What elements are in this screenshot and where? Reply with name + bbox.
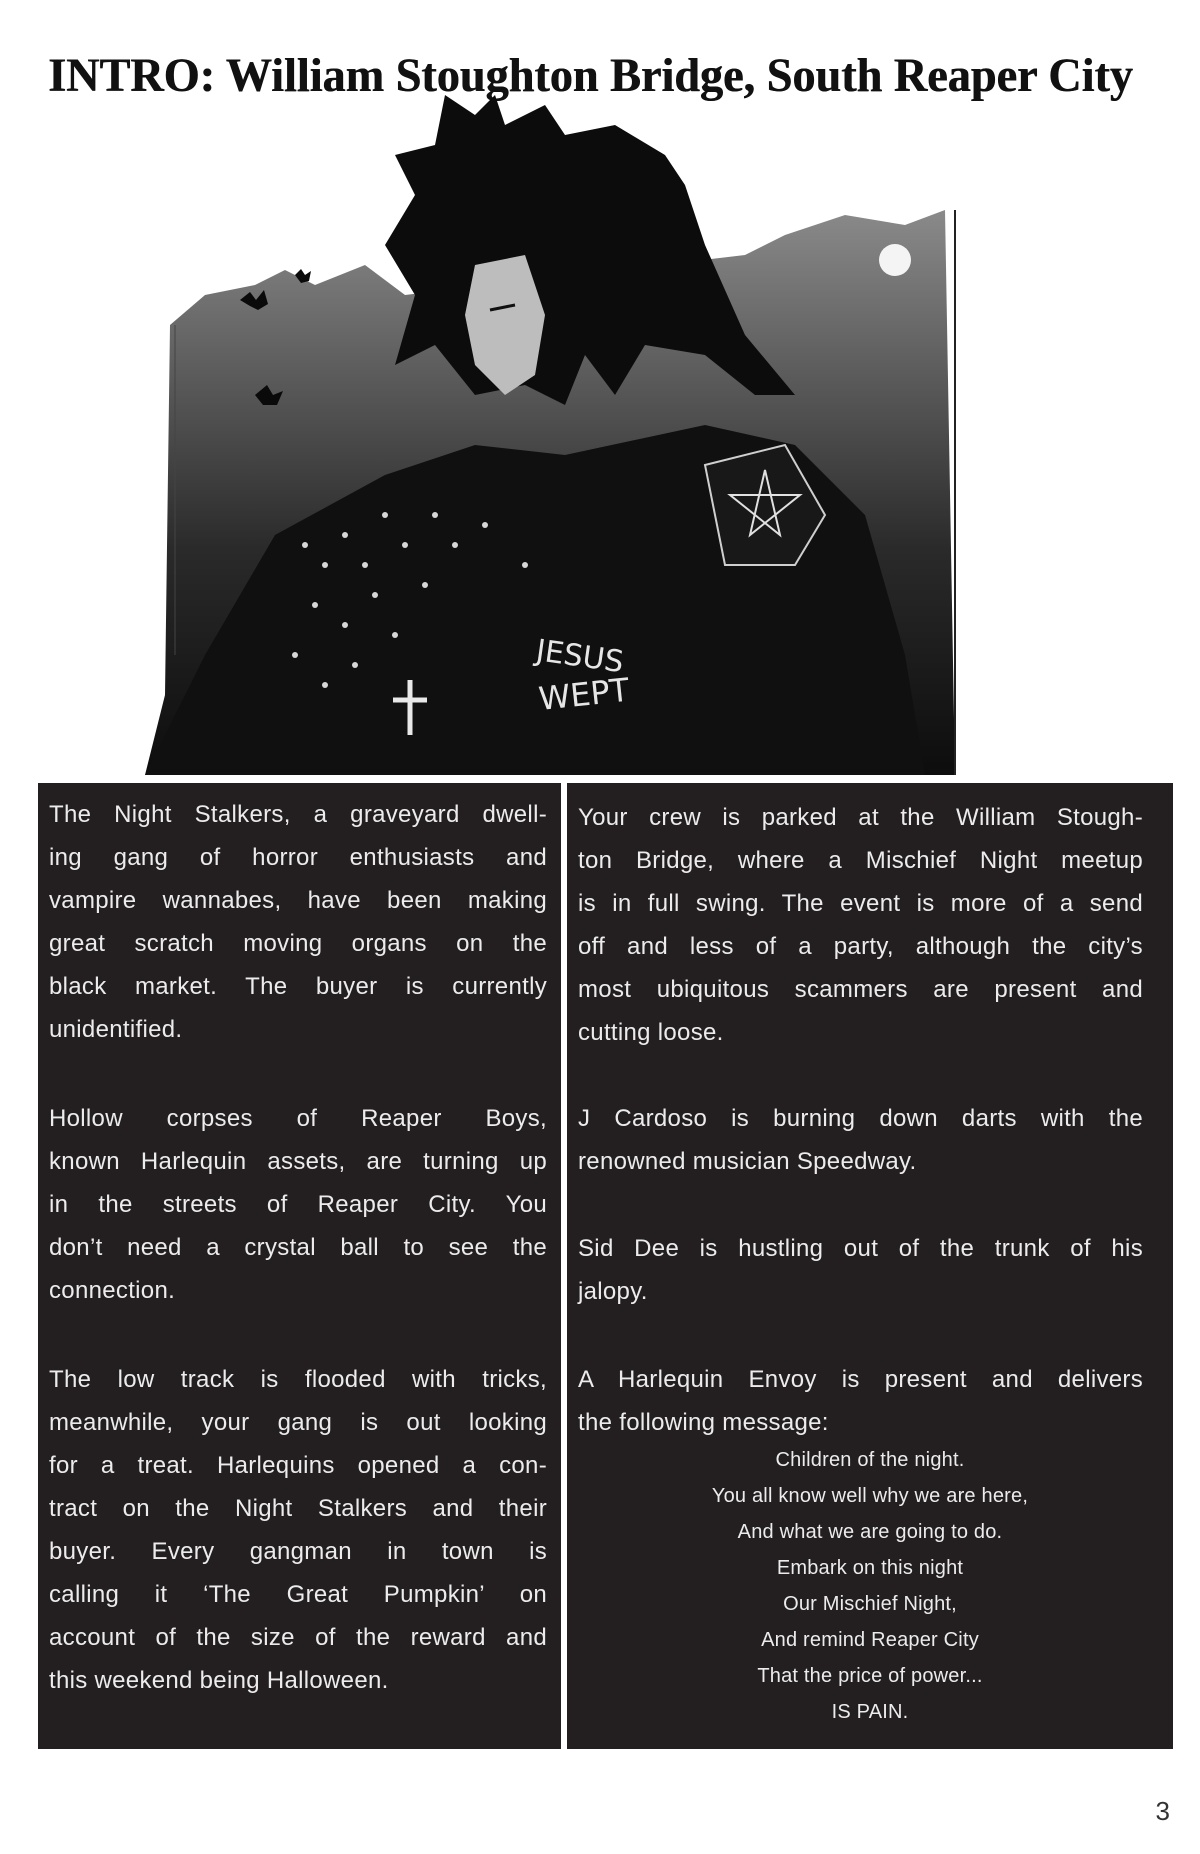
paragraph-line: ton Bridge, where a Mischief Night meetup <box>578 847 1143 874</box>
paragraph-line: buyer. Every gangman in town is <box>49 1538 547 1565</box>
jacket-text-line-1: JESUS <box>533 633 626 681</box>
paragraph-line: calling it ‘The Great Pumpkin’ on <box>49 1581 547 1608</box>
paragraph-line: in the streets of Reaper City. You <box>49 1191 547 1218</box>
paragraph-line: great scratch moving organs on the <box>49 930 547 957</box>
paragraph-line: J Cardoso is burning down darts with the <box>578 1105 1143 1132</box>
paragraph-line: Your crew is parked at the William Stough- <box>578 804 1143 831</box>
paragraph-line: Sid Dee is hustling out of the trunk of his <box>578 1235 1143 1262</box>
paragraph-line: jalopy. <box>578 1278 648 1305</box>
envoy-message-line: Children of the night. <box>775 1449 965 1471</box>
envoy-message-line: And remind Reaper City <box>761 1629 979 1651</box>
paragraph-line: ing gang of horror enthusiasts and <box>49 844 547 871</box>
envoy-message-line: Embark on this night <box>776 1557 964 1579</box>
left-text-panel <box>38 783 561 1749</box>
paragraph-line: off and less of a party, although the city’s <box>578 933 1143 960</box>
paragraph-line: most ubiquitous scammers are present and <box>578 976 1143 1003</box>
character-illustration <box>145 95 980 775</box>
paragraph-line: known Harlequin assets, are turning up <box>49 1148 547 1175</box>
paragraph-line: the following message: <box>578 1409 829 1436</box>
paragraph-line: tract on the Night Stalkers and their <box>49 1495 547 1522</box>
envoy-message-line: You all know well why we are here, <box>711 1485 1029 1507</box>
hair <box>385 95 795 405</box>
paragraph-line: Hollow corpses of Reaper Boys, <box>49 1105 547 1132</box>
page-number: 3 <box>1155 1796 1170 1826</box>
paragraph-line: A Harlequin Envoy is present and delivers <box>578 1366 1143 1393</box>
moon-icon <box>879 244 911 276</box>
page-title: INTRO: William Stoughton Bridge, South Reaper City <box>48 49 1133 102</box>
envoy-message-line: And what we are going to do. <box>737 1521 1003 1543</box>
paragraph-line: vampire wannabes, have been making <box>49 887 547 914</box>
paragraph-line: black market. The buyer is currently <box>49 973 547 1000</box>
envoy-message-line: That the price of power... <box>757 1665 983 1687</box>
paragraph-line: account of the size of the reward and <box>49 1624 547 1651</box>
paragraph-line: is in full swing. The event is more of a send <box>578 890 1143 917</box>
envoy-message-line: IS PAIN. <box>831 1701 909 1723</box>
paragraph-line: this weekend being Halloween. <box>49 1667 389 1694</box>
envoy-message-line: Our Mischief Night, <box>783 1593 957 1615</box>
paragraph-line: meanwhile, your gang is out looking <box>49 1409 547 1436</box>
paragraph-line: The low track is flooded with tricks, <box>49 1366 547 1393</box>
right-text-panel <box>567 783 1173 1749</box>
paragraph-line: for a treat. Harlequins opened a con- <box>49 1452 547 1479</box>
paragraph-line: The Night Stalkers, a graveyard dwell- <box>49 801 547 828</box>
paragraph-line: cutting loose. <box>578 1019 724 1046</box>
paragraph-line: don’t need a crystal ball to see the <box>49 1234 547 1261</box>
jacket-text-line-2: WEPT <box>536 670 632 718</box>
paragraph-line: renowned musician Speedway. <box>578 1148 917 1175</box>
paragraph-line: connection. <box>49 1277 176 1304</box>
paragraph-line: unidentified. <box>49 1016 183 1043</box>
